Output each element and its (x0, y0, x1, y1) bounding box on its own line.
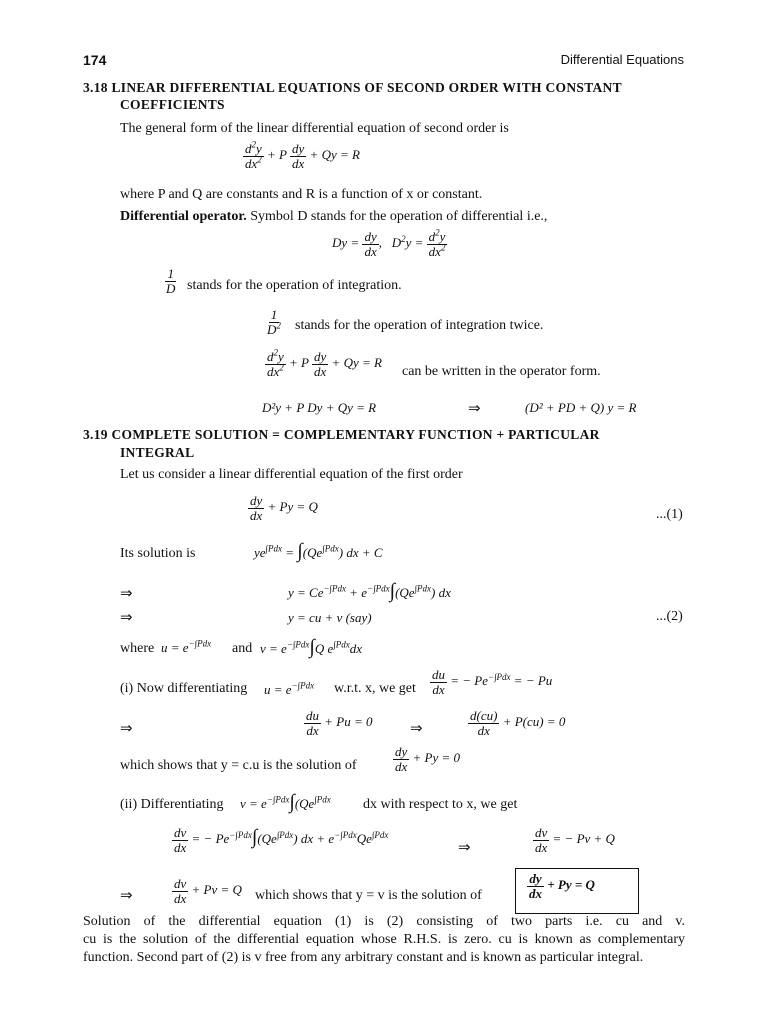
boxed-first-order-equation: $\frac{dy}{dx}$ + Py = Q (529, 871, 595, 901)
shows-v-text: which shows that y = v is the solution of (255, 888, 482, 903)
general-form-equation: $\frac{d^2y}{dx^2}$ + P $\frac{dy}{dx}$ + Qy = R (245, 139, 360, 171)
part-i-text: (i) Now differentiating (120, 681, 248, 696)
equation-number-2: ...(2) (656, 609, 683, 624)
general-form-text: The general form of the linear differential equation of second order is (120, 121, 509, 136)
section-heading-3-19-cont: INTEGRAL (120, 445, 195, 460)
implies-arrow: ⇒ (120, 719, 133, 737)
operator-label: Differential operator. (120, 209, 247, 224)
where-label: where (120, 641, 155, 656)
solution-equation: $ye^{\int Pdx} = \int(Qe^{\int Pdx})$ dx + C (254, 540, 383, 562)
equation-2: y = cu + v (say) (288, 610, 372, 625)
part-ii-wrt: dx with respect to x, we get (363, 797, 518, 812)
operator-form-equation: $\frac{d^2y}{dx^2}$ + P $\frac{dy}{dx}$ + Qy = R (267, 347, 382, 379)
running-title: Differential Equations (560, 52, 684, 67)
dv-dx-result: $\frac{dv}{dx}$ = − Pv + Q (535, 825, 615, 855)
u-expression: $u = e^{-\int Pdx}$ (264, 680, 315, 697)
where-text: where P and Q are constants and R is a function of x or constant. (120, 187, 483, 202)
v-definition: $v = e^{-\int Pdx}\int Q$ $e^{\int Pdx}dx$ (260, 636, 362, 658)
part-ii-text: (ii) Differentiating (120, 797, 224, 812)
operator-definition (120, 209, 547, 225)
and-label: and (232, 641, 253, 656)
du-equation: $\frac{du}{dx}$ + Pu = 0 (306, 708, 373, 738)
implies-arrow: ⇒ (120, 608, 133, 626)
operator-text: Symbol D stands for the operation of differential i.e., (246, 209, 548, 224)
operator-right: (D² + PD + Q) y = R (525, 400, 637, 415)
section-heading-3-18: 3.18 LINEAR DIFFERENTIAL EQUATIONS OF SECOND ORDER WITH CONSTANT (83, 80, 622, 95)
dv-equation: $\frac{dv}{dx}$ + Pv = Q (174, 876, 242, 906)
closing-paragraph-line-2: cu is the solution of the differential equation whose R.H.S. is zero. cu is known as complementary (83, 932, 685, 947)
section-heading-3-18-cont: COEFFICIENTS (120, 97, 225, 112)
homogeneous-equation: $\frac{dy}{dx}$ + Py = 0 (395, 744, 461, 774)
closing-paragraph-line-1: Solution of the differential equation (1) is (2) consisting of two parts i.e. cu and v. (83, 914, 685, 929)
one-over-d-squared: $\frac{1}{D^2}$ (267, 307, 281, 337)
implies-arrow: ⇒ (120, 584, 133, 602)
part-i-wrt: w.r.t. x, we get (334, 681, 416, 696)
first-order-equation: $\frac{dy}{dx}$ + Py = Q (250, 493, 318, 523)
u-definition: $u = e^{-\int Pdx}$ (161, 638, 212, 655)
equation-number-1: ...(1) (656, 507, 683, 522)
first-order-intro: Let us consider a linear differential equation of the first order (120, 467, 463, 482)
v-expression: $v = e^{-\int Pdx}\int(Qe^{\int Pdx}$ (240, 791, 331, 813)
dcu-equation: $\frac{d(cu)}{dx}$ + P(cu) = 0 (470, 708, 566, 738)
section-heading-3-19: 3.19 COMPLETE SOLUTION = COMPLEMENTARY FUNCTION + PARTICULAR (83, 427, 600, 442)
implies-arrow: ⇒ (468, 399, 481, 417)
one-over-d: $\frac{1}{D}$ (166, 266, 176, 296)
implies-arrow: ⇒ (410, 719, 423, 737)
shows-cu-text: which shows that y = c.u is the solution of (120, 758, 357, 773)
general-solution: $y = Ce^{-\int Pdx} + e^{-\int Pdx}\int(Qe^{\int Pdx})$ dx (288, 580, 451, 602)
implies-arrow: ⇒ (458, 838, 471, 856)
operator-left: D²y + P Dy + Qy = R (262, 400, 377, 415)
operator-form-text: can be written in the operator form. (402, 364, 601, 379)
integration-twice-text: stands for the operation of integration twice. (295, 318, 544, 333)
du-dx-result: $\frac{du}{dx}$ = − $Pe^{-\int Pdx}$ = − Pu (432, 667, 553, 697)
solution-label: Its solution is (120, 546, 196, 561)
operator-equations: Dy = $\frac{dy}{dx}$ , $D^2y$ = $\frac{d^2y}{dx^2}$ (332, 227, 446, 259)
implies-arrow: ⇒ (120, 886, 133, 904)
integration-text: stands for the operation of integration. (187, 278, 402, 293)
page-number: 174 (83, 52, 107, 68)
closing-paragraph-line-3: function. Second part of (2) is v free from any arbitrary constant and is known as particular integral. (83, 950, 644, 965)
dv-dx-expansion: $\frac{dv}{dx}$ = − $Pe^{-\int Pdx}\int(Qe^{\int Pdx})$ dx + $e^{-\int Pdx}Qe^{\int Pdx}$ (174, 825, 389, 855)
